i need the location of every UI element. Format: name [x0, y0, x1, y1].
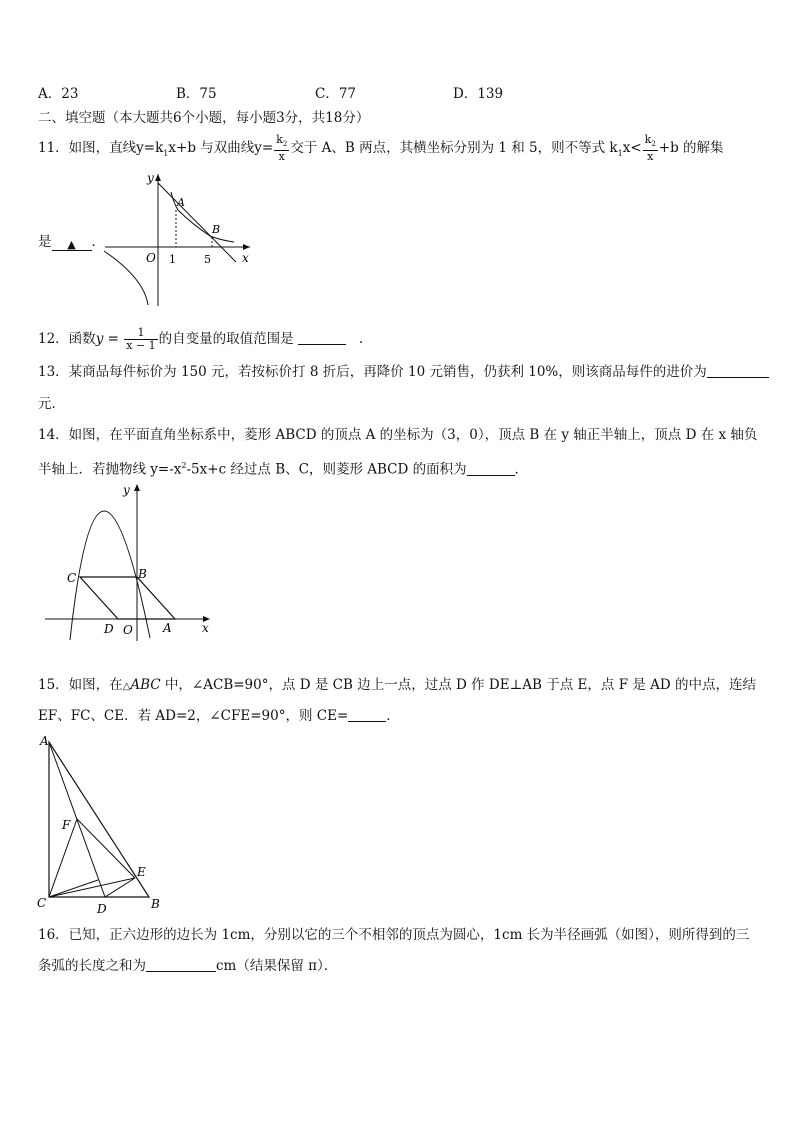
svg-text:O: O [146, 251, 156, 265]
q15-text-c: 中，∠ACB=90°，点 D 是 CB 边上一点，过点 D 作 DE⊥AB 于点 E，点 F 是 AD 的中点，连结 [160, 677, 757, 693]
q11-text-3: 交于 A、B 两点，其横坐标分别为 1 和 5，则不等式 k [290, 140, 618, 157]
svg-text:x: x [202, 621, 209, 635]
q11-answer-blank[interactable]: ▲ [52, 236, 92, 251]
q14-text-a: 半轴上．若抛物线 y=-x [38, 461, 182, 478]
svg-text:B: B [138, 567, 147, 581]
q11-text-5: +b 的解集 [658, 140, 724, 157]
svg-text:C: C [37, 896, 47, 910]
q13-answer-blank[interactable] [707, 363, 769, 378]
question-15-line-1: 15．如图，在△ABC 中，∠ACB=90°，点 D 是 CB 边上一点，过点 D 作 DE⊥AB 于点 E，点 F 是 AD 的中点，连结 [38, 677, 757, 693]
q12-answer-blank[interactable] [298, 330, 346, 345]
q16-answer-blank[interactable] [146, 957, 216, 972]
svg-text:y: y [123, 483, 130, 497]
svg-text:B: B [151, 897, 160, 911]
q11-text-4: x< [622, 140, 642, 157]
q15-text-a2: EF、FC、CE．若 AD=2，∠CFE=90°，则 CE= [38, 708, 349, 724]
question-14-line-1: 14．如图，在平面直角坐标系中，菱形 ABCD 的顶点 A 的坐标为（3，0），顶点 B 在 y 轴正半轴上，顶点 D 在 x 轴负 [38, 427, 758, 443]
q11-text-2: x+b 与双曲线y= [168, 140, 274, 157]
q14-answer-blank[interactable] [467, 461, 515, 476]
section-title: 二、填空题（本大题共6个小题，每小题3分，共18分） [38, 110, 370, 126]
question-12 [38, 327, 363, 352]
question-13 [38, 363, 769, 381]
q12-eq: = [103, 331, 124, 347]
svg-text:A: A [40, 734, 49, 748]
q12-fraction: $\frac{1}{x - 1}$ [126, 326, 156, 352]
q14-figure [40, 478, 220, 644]
question-14-line-2: 半轴上．若抛物线 $y=-x^2-5x+c$ 经过点 B、C，则菱形 ABCD 的面积为 ． [38, 461, 529, 478]
q16-text-b: cm（结果保留 π）． [216, 958, 338, 974]
q15-figure [30, 728, 180, 918]
q16-text-a: 条弧的长度之和为 [38, 958, 146, 974]
svg-text:A: A [163, 621, 172, 635]
q11-fraction-1: $\frac{k_2}{x}$ [276, 133, 288, 164]
q12-text-3: . [358, 331, 364, 347]
svg-text:O: O [123, 623, 133, 637]
svg-text:B: B [212, 223, 221, 236]
q13-line-2: 元． [38, 396, 65, 412]
q14-text-b: -5x+c 经过点 B、C，则菱形 ABCD 的面积为 [186, 461, 467, 478]
q11-answer-suffix: ． [91, 234, 105, 250]
question-15-line-2 [38, 707, 400, 725]
question-11: 11．如图，直线$y=k_1x+b$ 与双曲线y= $\frac{k_2}{x}$ 交于 A、B 两点，其横坐标分别为 1 和 5，则不等式 $k_1x<$ $\frac{k_2}{x}$ +b 的解集 [38, 133, 724, 164]
svg-text:x: x [242, 251, 249, 265]
q15-text-a: 15．如图，在 [38, 677, 123, 693]
q11-figure [100, 168, 260, 310]
question-16-line-1: 16．已知，正六边形的边长为 1cm，分别以它的三个不相邻的顶点为圆心，1cm 长为半径画弧（如图），则所得到的三 [38, 927, 750, 943]
svg-text:5: 5 [204, 253, 211, 266]
svg-text:E: E [137, 865, 146, 879]
q12-text-1: 12．函数 [38, 331, 96, 347]
svg-text:A: A [177, 196, 185, 209]
q13-text-1: 13．某商品每件标价为 150 元，若按标价打 8 折后，再降价 10 元销售，仍获利 10%，则该商品每件的进价为 [38, 364, 707, 380]
svg-text:F: F [62, 818, 71, 832]
q14-text-c: ． [514, 461, 529, 478]
q12-text-2: 的自变量的取值范围是 [158, 331, 294, 347]
option-d: D．139 [453, 86, 504, 102]
q11-answer-prefix: 是 [38, 234, 52, 250]
q11-text-1: 11．如图，直线y=k [38, 140, 164, 157]
option-c: C．77 [315, 86, 357, 102]
q15-text-b: ABC [130, 677, 161, 693]
q15-text-b2: ． [386, 708, 400, 724]
q11-fraction-2: $\frac{k_2}{x}$ [644, 133, 656, 164]
svg-text:1: 1 [169, 253, 176, 266]
option-b: B．75 [176, 86, 217, 102]
svg-text:y: y [147, 171, 154, 185]
svg-text:D: D [104, 622, 114, 636]
svg-text:C: C [67, 571, 77, 585]
svg-text:D: D [97, 902, 107, 916]
q15-answer-blank[interactable] [348, 707, 386, 722]
option-a: A．23 [38, 86, 79, 102]
q11-answer-line [38, 233, 105, 251]
q12-var: y [95, 331, 104, 347]
question-16-line-2 [38, 957, 337, 975]
